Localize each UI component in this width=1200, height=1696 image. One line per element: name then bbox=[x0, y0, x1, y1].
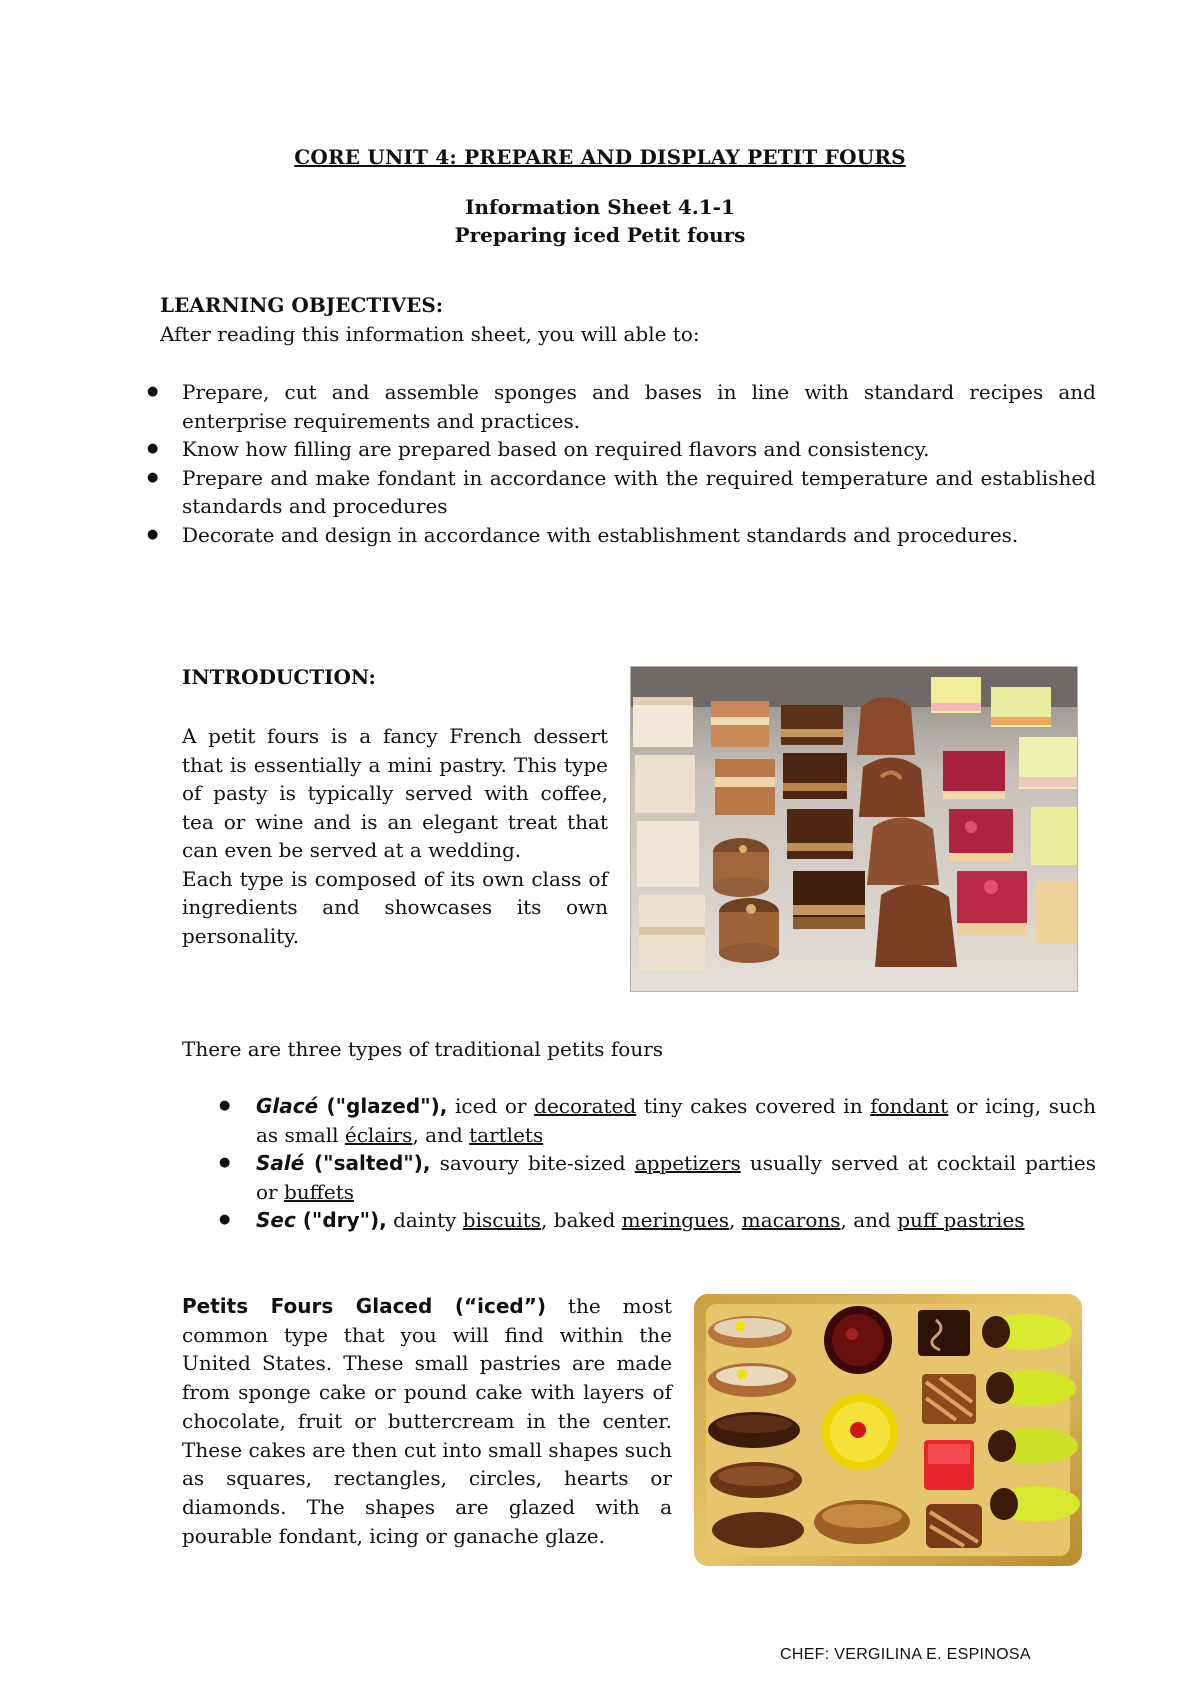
list-item: ● Prepare and make fondant in accordance with the required temperature and established standards and procedures bbox=[147, 465, 1096, 518]
link-tartlets[interactable]: tartlets bbox=[469, 1122, 544, 1147]
bullet-icon: ● bbox=[219, 1098, 231, 1113]
list-item: ● Salé ("salted"), savoury bite-sized appetizers usually served at cocktail parties or buffets bbox=[219, 1151, 1096, 1204]
objectives-intro: After reading this information sheet, you will able to: bbox=[160, 322, 700, 346]
type-gloss: ("salted"), bbox=[304, 1151, 431, 1175]
list-item: ● Glacé ("glazed"), iced or decorated tiny cakes covered in fondant or icing, such as small éclairs, and tartlets bbox=[219, 1094, 1097, 1147]
glazed-petit-fours-tray-photo bbox=[690, 1290, 1086, 1570]
glaced-lead: Petits Fours Glaced (“iced”) bbox=[182, 1294, 547, 1318]
objectives-heading: LEARNING OBJECTIVES: bbox=[160, 293, 444, 317]
bullet-icon: ● bbox=[219, 1212, 231, 1227]
link-puff-pastries[interactable]: puff pastries bbox=[897, 1208, 1025, 1232]
petit-fours-display-photo bbox=[630, 666, 1078, 992]
glazed-petit-fours-illustration bbox=[690, 1290, 1086, 1570]
introduction-paragraph: Each type is composed of its own class of ingredients and showcases its own personality. bbox=[182, 866, 608, 948]
footer-author: CHEF: VERGILINA E. ESPINOSA bbox=[780, 1646, 1031, 1663]
list-item: ● Sec ("dry"), dainty biscuits, baked meringues, macarons, and puff pastries bbox=[256, 1206, 1096, 1235]
types-list bbox=[219, 1092, 1097, 1235]
bullet-icon: ● bbox=[147, 526, 159, 542]
types-intro: There are three types of traditional petits fours bbox=[182, 1037, 664, 1061]
introduction-heading: INTRODUCTION: bbox=[182, 665, 376, 689]
unit-title: CORE UNIT 4: PREPARE AND DISPLAY PETIT FOURS bbox=[294, 145, 906, 169]
link-appetizers[interactable]: appetizers bbox=[634, 1151, 741, 1175]
link-meringues[interactable]: meringues bbox=[621, 1208, 730, 1232]
bullet-icon: ● bbox=[147, 384, 159, 399]
sheet-number: Information Sheet 4.1-1 bbox=[465, 195, 735, 219]
link-decorated[interactable]: decorated bbox=[534, 1094, 637, 1118]
introduction-text bbox=[182, 722, 608, 950]
petit-fours-display-illustration bbox=[631, 667, 1077, 991]
link-fondant[interactable]: fondant bbox=[870, 1094, 949, 1118]
introduction-paragraph: A petit fours is a fancy French dessert that is essentially a mini pastry. This type of pasty is typically served with coffee, tea or wine and is an elegant treat that can even be served at a wedding. bbox=[182, 724, 608, 862]
link-buffets[interactable]: buffets bbox=[283, 1179, 354, 1204]
type-term: Sec bbox=[256, 1208, 296, 1232]
list-item: ● Know how filling are prepared based on required flavors and consistency. bbox=[182, 435, 1096, 464]
link-biscuits[interactable]: biscuits bbox=[462, 1208, 542, 1232]
list-item: ● Prepare, cut and assemble sponges and bases in line with standard recipes and enterprise requirements and practices. bbox=[147, 380, 1096, 433]
objectives-list bbox=[147, 378, 1096, 549]
list-item: ● Decorate and design in accordance with establishment standards and procedures. bbox=[182, 521, 1096, 550]
sheet-title: Preparing iced Petit fours bbox=[454, 223, 746, 247]
type-term: Glacé bbox=[256, 1094, 319, 1118]
glaced-body: the most common type that you will find within the United States. These small pastries are made from sponge cake or pound cake with layers of chocolate, fruit or buttercream in the center. These cakes are then cut into small shapes such as squares, rectangles, circles, hearts or diamonds. The shapes are glazed with a pourable fondant, icing or ganache glaze. bbox=[182, 1294, 672, 1548]
type-term: Salé bbox=[256, 1151, 305, 1175]
type-gloss: ("dry"), bbox=[295, 1208, 387, 1232]
link-macarons[interactable]: macarons bbox=[741, 1208, 841, 1232]
type-gloss: ("glazed"), bbox=[318, 1094, 448, 1118]
glaced-paragraph bbox=[182, 1292, 672, 1550]
bullet-icon: ● bbox=[147, 441, 159, 456]
bullet-icon: ● bbox=[219, 1155, 231, 1170]
bullet-icon: ● bbox=[147, 469, 159, 485]
link-eclairs[interactable]: éclairs bbox=[344, 1122, 413, 1147]
